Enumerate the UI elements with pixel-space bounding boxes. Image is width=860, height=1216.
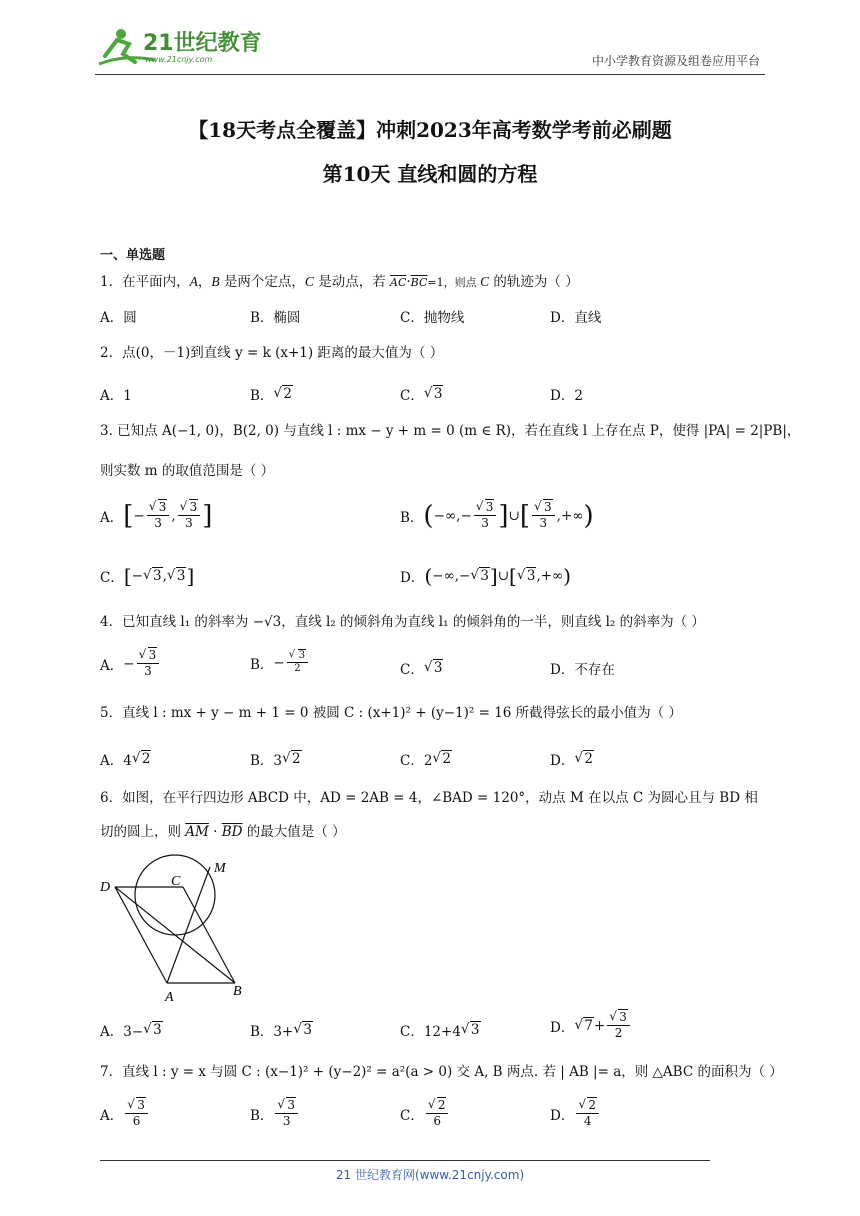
page-title: 【18天考点全覆盖】冲刺2023年高考数学考前必刷题 bbox=[188, 118, 672, 142]
question-7: 7．直线 l : y = x 与圆 C : (x−1)² + (y−2)² = a²(a > 0) 交 A, B 两点. 若 | AB |= a，则 △ABC 的面积为（ ） bbox=[100, 1064, 783, 1080]
q1-option-b: B．椭圆 bbox=[250, 310, 301, 326]
question-3-line-1: 3. 已知点 A(−1, 0)，B(2, 0) 与直线 l : mx − y + m = 0 (m ∈ R)，若在直线 l 上存在点 P，使得 |PA| = 2|PB|， bbox=[100, 423, 801, 439]
q7-option-d: D． √ $\frac{2}{4}$ bbox=[550, 1098, 601, 1129]
question-3-line-2: 则实数 m 的取值范围是（ ） bbox=[100, 463, 275, 479]
logo-text: 21世纪教育 bbox=[143, 31, 262, 56]
q4-option-d: D．不存在 bbox=[550, 662, 615, 678]
header-platform-text: 中小学教育资源及组卷应用平台 bbox=[591, 54, 760, 68]
header-divider bbox=[95, 74, 765, 75]
q7-option-c: C． √ $\frac{2}{6}$ bbox=[400, 1098, 450, 1129]
q5-option-d: D． √ 2 bbox=[550, 749, 594, 769]
q5-option-a: A．4 √ 2 bbox=[100, 749, 151, 769]
footer-divider bbox=[100, 1160, 710, 1161]
question-1: 1．在平面内，A，B 是两个定点，C 是动点，若 $\overline{AC}\cdot\overline{BC}=1$，则点 C 的轨迹为（ ） bbox=[100, 274, 579, 290]
q1-option-d: D．直线 bbox=[550, 310, 602, 326]
q6-option-c: C．12+4 √ 3 bbox=[400, 1020, 481, 1040]
logo-url: www.21cnjy.com bbox=[145, 55, 213, 64]
parallelogram-figure bbox=[95, 845, 270, 1005]
question-6-line-2: 切的圆上，则 $\overline{AM} \cdot \overline{BD}$ 的最大值是（ ） bbox=[100, 824, 346, 840]
q5-option-c: C．2 √ 2 bbox=[400, 749, 452, 769]
q6-option-d: D． √ 7 + √ $\frac{3}{2}$ bbox=[550, 1010, 632, 1041]
q4-option-b: B． − √ $\frac{3}{2}$ bbox=[250, 650, 310, 675]
q3-option-a: A． [ − √ $\frac{3}{3}$ , √ $\frac{3}{3}$ ] bbox=[100, 500, 212, 531]
q2-option-b: B． √ 2 bbox=[250, 384, 293, 404]
page-subtitle: 第10天 直线和圆的方程 bbox=[322, 162, 538, 186]
q1-option-a: A．圆 bbox=[100, 310, 137, 326]
q6-option-b: B．3+ √ 3 bbox=[250, 1020, 313, 1040]
q7-option-b: B． √ $\frac{3}{3}$ bbox=[250, 1098, 300, 1129]
fig-label-a: A bbox=[165, 990, 174, 1005]
q2-option-a: A．1 bbox=[100, 388, 132, 404]
q4-option-c: C． √ 3 bbox=[400, 658, 443, 678]
fig-label-m: M bbox=[214, 861, 226, 876]
fig-label-c: C bbox=[171, 874, 181, 889]
footer-link[interactable]: 21 世纪教育网(www.21cnjy.com) bbox=[335, 1168, 525, 1182]
q3-option-d: D． ( −∞, − √ 3 ] ∪ [ √ 3 ,+∞ ) bbox=[400, 566, 571, 586]
q3-option-c: C． [ − √ 3 , √ 3 ] bbox=[100, 566, 194, 586]
q6-option-a: A．3− √ 3 bbox=[100, 1020, 163, 1040]
question-6-line-1: 6．如图，在平行四边形 ABCD 中，AD = 2AB = 4，∠BAD = 120°，动点 M 在以点 C 为圆心且与 BD 相 bbox=[100, 790, 758, 806]
q2-option-c: C． √ 3 bbox=[400, 384, 443, 404]
q3-option-b: B． ( −∞, − √ $\frac{3}{3}$ ] ∪ [ √ $\frac{3}{3}$ ,+∞ ) bbox=[400, 500, 594, 531]
question-2: 2．点(0，－1)到直线 y = k (x+1) 距离的最大值为（ ） bbox=[100, 345, 444, 361]
q5-option-b: B．3 √ 2 bbox=[250, 749, 302, 769]
site-logo bbox=[95, 26, 265, 68]
question-5: 5．直线 l : mx + y − m + 1 = 0 被圆 C : (x+1)² + (y−1)² = 16 所截得弦长的最小值为（ ） bbox=[100, 705, 682, 721]
fig-label-b: B bbox=[233, 984, 242, 999]
section-heading: 一、单选题 bbox=[100, 248, 166, 263]
q4-option-a: A． − √ $\frac{3}{3}$ bbox=[100, 648, 161, 679]
q2-option-d: D．2 bbox=[550, 388, 583, 404]
question-4: 4．已知直线 l₁ 的斜率为 −√3，直线 l₂ 的倾斜角为直线 l₁ 的倾斜角的一半，则直线 l₂ 的斜率为（ ） bbox=[100, 614, 705, 630]
fig-label-d: D bbox=[100, 880, 111, 895]
q7-option-a: A． √ $\frac{3}{6}$ bbox=[100, 1098, 150, 1129]
logo-icon bbox=[95, 26, 265, 68]
q1-option-c: C．抛物线 bbox=[400, 310, 465, 326]
